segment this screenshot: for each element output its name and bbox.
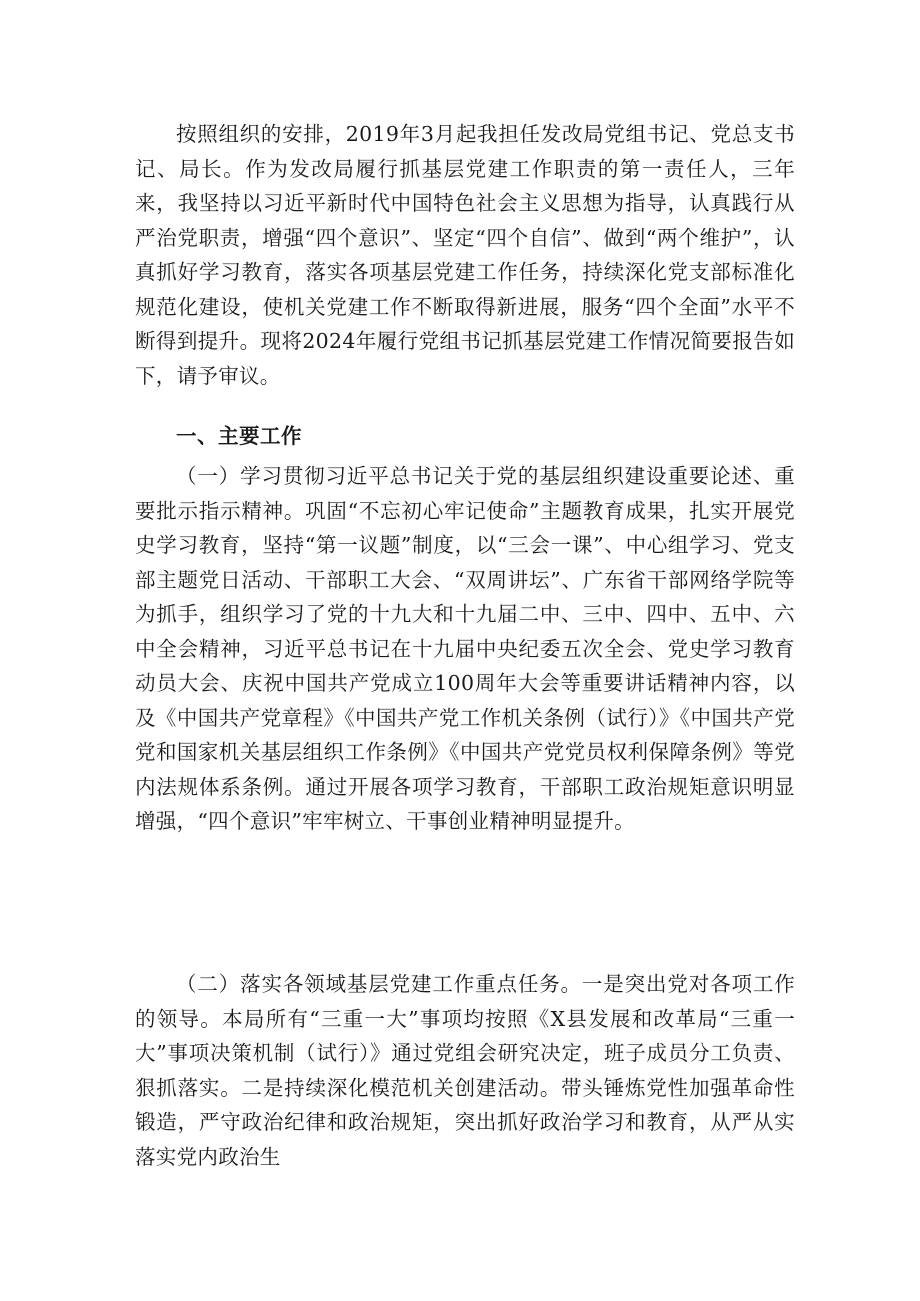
intro-paragraph: 按照组织的安排，2019年3月起我担任发改局党组书记、党总支书记、局长。作为发改局履行抓基层党建工作职责的第一责任人，三年来，我坚持以习近平新时代中国特色社会主义思想为指导，认真践行从严治党职责，增强“四个意识”、坚定“四个自信”、做到“两个维护”，认真抓好学习教育，落实各项基层党建工作任务，持续深化党支部标准化规范化建设，使机关党建工作不断取得新进展，服务“四个全面”水平不断得到提升。现将2024年履行党组书记抓基层党建工作情况简要报告如下，请予审议。 — [135, 122, 795, 388]
section-heading-main-work: 一、主要工作 — [176, 424, 302, 448]
section-1-paragraph: （一）学习贯彻习近平总书记关于党的基层组织建设重要论述、重要批示指示精神。巩固“不忘初心牢记使命”主题教育成果，扎实开展党史学习教育，坚持“第一议题”制度，以“三会一课”、中心组学习、党支部主题党日活动、干部职工大会、“双周讲坛”、广东省干部网络学院等为抓手，组织学习了党的十九大和十九届二中、三中、四中、五中、六中全会精神，习近平总书记在十九届中央纪委五次全会、党史学习教育动员大会、庆祝中国共产党成立100周年大会等重要讲话精神内容，以及《中国共产党章程》《中国共产党工作机关条例（试行）》《中国共产党党和国家机关基层组织工作条例》《中国共产党党员权利保障条例》等党内法规体系条例。通过开展各项学习教育，干部职工政治规矩意识明显增强，“四个意识”牢牢树立、干事创业精神明显提升。 — [135, 464, 795, 833]
section-2-paragraph: （二）落实各领域基层党建工作重点任务。一是突出党对各项工作的领导。本局所有“三重一大”事项均按照《X县发展和改革局“三重一大”事项决策机制（试行）》通过党组会研究决定，班子成员分工负责、狠抓落实。二是持续深化模范机关创建活动。带头锤炼党性加强革命性锻造，严守政治纪律和政治规矩，突出抓好政治学习和教育，从严从实落实党内政治生 — [135, 972, 795, 1169]
